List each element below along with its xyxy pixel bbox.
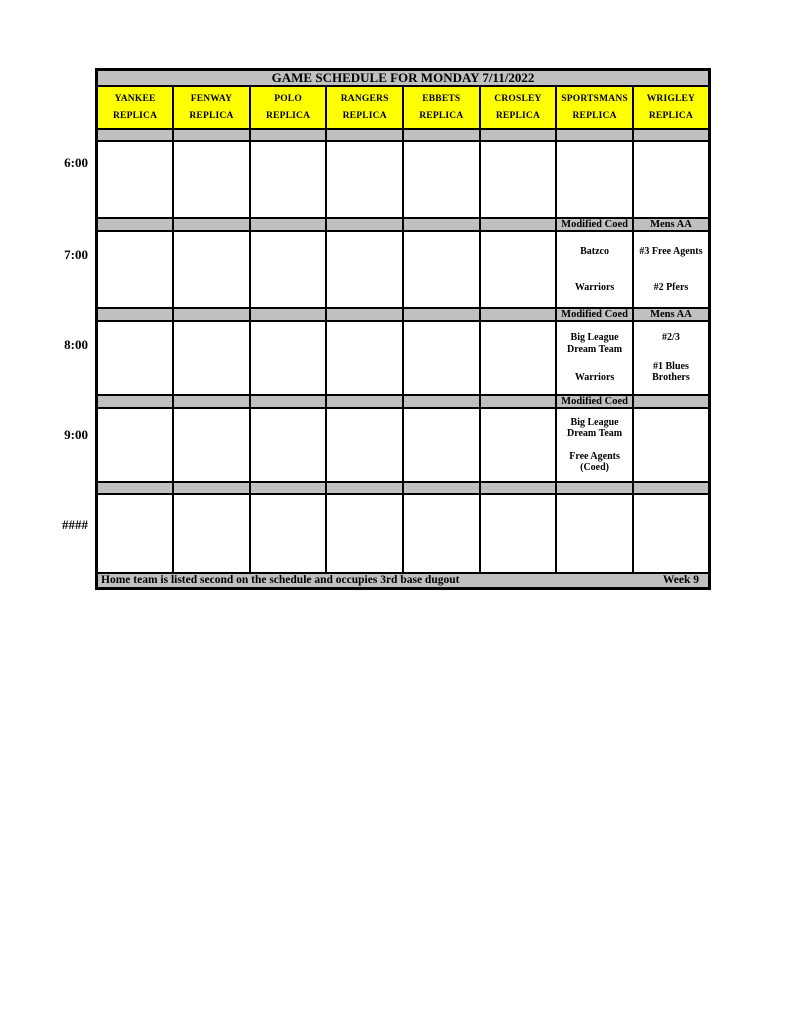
team-name: Warriors — [574, 372, 615, 384]
band-cell — [326, 308, 403, 321]
game-cell — [326, 141, 403, 218]
team-name: #2/3 — [662, 332, 680, 344]
band-cell — [326, 482, 403, 494]
footer-row — [97, 573, 710, 589]
game-cell — [403, 231, 480, 308]
field-header-ebbets — [403, 86, 480, 129]
band-cell — [480, 129, 557, 141]
band-cell — [250, 395, 327, 408]
band-cell — [556, 129, 633, 141]
band-cell — [250, 482, 327, 494]
field-name: CROSLEY — [494, 94, 542, 104]
field-header-rangers — [326, 86, 403, 129]
band-cell — [633, 482, 710, 494]
game-cell — [250, 321, 327, 395]
game-cell-sportsmans-800 — [556, 321, 633, 395]
field-type: REPLICA — [648, 111, 694, 121]
band-cell — [250, 218, 327, 231]
field-name: SPORTSMANS — [561, 94, 628, 104]
band-cell — [480, 482, 557, 494]
band-cell — [403, 308, 480, 321]
game-cell — [97, 321, 174, 395]
footer-cell — [97, 573, 710, 589]
game-row-700 — [97, 231, 710, 308]
game-cell — [480, 141, 557, 218]
band-cell — [173, 482, 250, 494]
game-cell — [480, 408, 557, 482]
field-name: FENWAY — [190, 94, 233, 104]
band-row-800 — [97, 308, 710, 321]
field-name: POLO — [274, 94, 302, 104]
game-cell — [173, 408, 250, 482]
time-label-600: 6:00 — [64, 155, 88, 170]
game-cell — [250, 141, 327, 218]
schedule-title: GAME SCHEDULE FOR MONDAY 7/11/2022 — [97, 70, 710, 87]
game-cell — [326, 231, 403, 308]
field-header-yankee — [97, 86, 174, 129]
field-header-row — [97, 86, 710, 129]
band-cell — [403, 395, 480, 408]
game-cell — [173, 494, 250, 573]
time-label-900: 9:00 — [64, 427, 88, 442]
band-cell — [480, 395, 557, 408]
field-type: REPLICA — [495, 111, 541, 121]
game-cell — [250, 494, 327, 573]
time-label-700: 7:00 — [64, 247, 88, 262]
team-name: Warriors — [574, 281, 615, 293]
field-header-fenway — [173, 86, 250, 129]
week-label: Week 9 — [662, 574, 699, 586]
band-cell — [173, 395, 250, 408]
band-row-900 — [97, 395, 710, 408]
time-label-overflow: #### — [62, 517, 88, 532]
band-cell — [403, 129, 480, 141]
division-label: Modified Coed — [556, 218, 633, 231]
band-cell — [556, 482, 633, 494]
field-header-crosley — [480, 86, 557, 129]
field-type: REPLICA — [265, 111, 311, 121]
band-row — [97, 129, 710, 141]
game-cell-wrigley-800 — [633, 321, 710, 395]
field-name: EBBETS — [422, 94, 461, 104]
band-cell — [403, 218, 480, 231]
division-label: Mens AA — [633, 308, 710, 321]
title-row — [97, 70, 710, 87]
team-name: Big League Dream Team — [567, 332, 623, 355]
band-cell — [97, 308, 174, 321]
team-name: #2 Pfers — [653, 281, 689, 293]
game-cell — [250, 231, 327, 308]
band-cell — [173, 218, 250, 231]
footer-note: Home team is listed second on the schedule and occupies 3rd base dugout — [101, 574, 460, 586]
team-name: Batzco — [580, 246, 609, 257]
band-cell — [326, 218, 403, 231]
team-name: #3 Free Agents — [639, 246, 703, 257]
game-row-600 — [97, 141, 710, 218]
band-cell — [250, 308, 327, 321]
game-cell — [403, 321, 480, 395]
game-cell — [403, 408, 480, 482]
schedule-sheet — [95, 68, 711, 590]
game-cell — [480, 321, 557, 395]
band-cell — [480, 308, 557, 321]
band-cell — [97, 218, 174, 231]
field-header-polo — [250, 86, 327, 129]
field-type: REPLICA — [419, 111, 464, 121]
game-cell — [633, 408, 710, 482]
game-cell-wrigley-700 — [633, 231, 710, 308]
game-row-900 — [97, 408, 710, 482]
band-row-700 — [97, 218, 710, 231]
game-cell — [633, 141, 710, 218]
game-cell — [250, 408, 327, 482]
division-label: Modified Coed — [556, 395, 633, 408]
band-cell — [403, 482, 480, 494]
game-cell — [326, 408, 403, 482]
field-name: RANGERS — [340, 94, 389, 104]
team-name: #1 Blues Brothers — [652, 360, 690, 384]
time-label-800: 8:00 — [64, 337, 88, 352]
schedule-table — [95, 68, 711, 590]
game-cell — [173, 231, 250, 308]
game-cell-sportsmans-700 — [556, 231, 633, 308]
band-cell — [97, 395, 174, 408]
game-cell — [403, 494, 480, 573]
band-cell — [633, 129, 710, 141]
field-name: YANKEE — [114, 94, 156, 104]
field-type: REPLICA — [572, 111, 617, 121]
field-name: WRIGLEY — [646, 94, 696, 104]
band-cell — [633, 395, 710, 408]
band-cell — [326, 395, 403, 408]
game-row-800 — [97, 321, 710, 395]
field-type: REPLICA — [189, 111, 234, 121]
team-name: Free Agents (Coed) — [569, 450, 620, 473]
game-cell — [326, 494, 403, 573]
division-label: Mens AA — [633, 218, 710, 231]
game-cell-sportsmans-900 — [556, 408, 633, 482]
game-cell — [97, 494, 174, 573]
game-cell — [326, 321, 403, 395]
game-cell — [556, 494, 633, 573]
band-cell — [250, 129, 327, 141]
game-cell — [97, 231, 174, 308]
game-cell — [556, 141, 633, 218]
game-cell — [173, 141, 250, 218]
band-cell — [480, 218, 557, 231]
game-cell — [97, 141, 174, 218]
game-cell — [633, 494, 710, 573]
field-header-wrigley — [633, 86, 710, 129]
field-type: REPLICA — [342, 111, 387, 121]
band-cell — [173, 129, 250, 141]
band-cell — [97, 482, 174, 494]
band-cell — [97, 129, 174, 141]
band-cell — [326, 129, 403, 141]
game-cell — [403, 141, 480, 218]
field-type: REPLICA — [112, 111, 158, 121]
team-name: Big League Dream Team — [567, 416, 623, 439]
game-cell — [97, 408, 174, 482]
field-header-sportsmans — [556, 86, 633, 129]
game-row-overflow — [97, 494, 710, 573]
game-cell — [480, 494, 557, 573]
division-label: Modified Coed — [556, 308, 633, 321]
band-cell — [173, 308, 250, 321]
band-row — [97, 482, 710, 494]
game-cell — [480, 231, 557, 308]
game-cell — [173, 321, 250, 395]
